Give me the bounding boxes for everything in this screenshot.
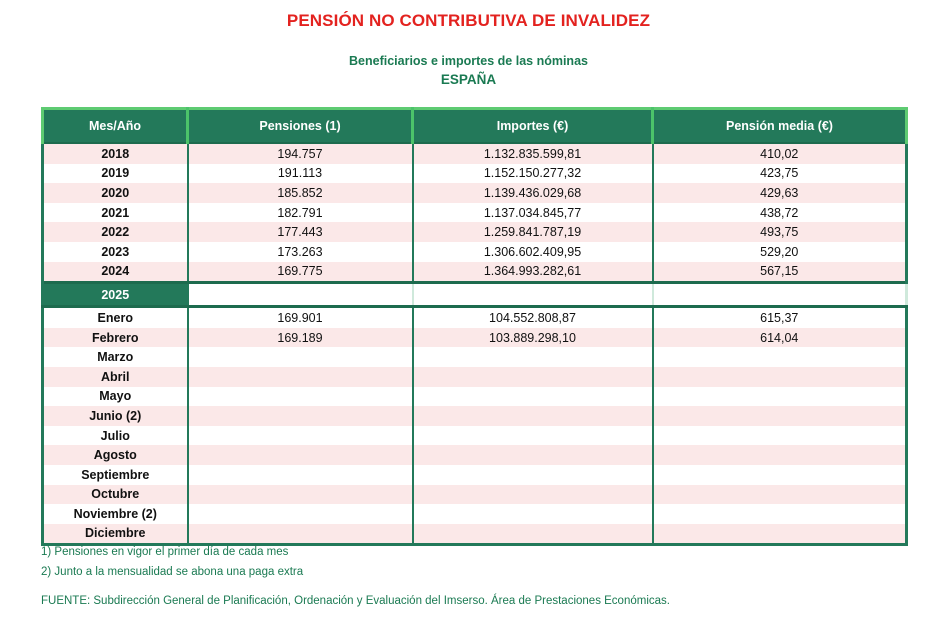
cell-pension-media: 438,72 [653,203,907,223]
row-label: Mayo [43,387,188,407]
cell-importes: 1.306.602.409,95 [413,242,653,262]
table-row [43,183,907,203]
source-line: FUENTE: Subdirección General de Planificación, Ordenación y Evaluación del Imserso. Área de Prestaciones Económicas. [41,595,670,607]
page-country-label: ESPAÑA [440,72,497,87]
column-header-pension-media: Pensión media (€) [653,109,907,144]
page-subtitle: Beneficiarios e importes de las nóminas [349,54,588,68]
cell-pension-media: 423,75 [653,164,907,184]
cell-pensiones: 194.757 [188,143,413,164]
table-row [43,164,907,184]
cell-pensiones: 169.189 [188,328,413,348]
row-label: Noviembre (2) [43,504,188,524]
cell-pensiones [188,387,413,407]
cell-pension-media: 614,04 [653,328,907,348]
row-label: Febrero [43,328,188,348]
row-label: Enero [43,307,188,328]
row-label: 2024 [43,262,188,283]
table-row [43,406,907,426]
table-row [43,242,907,262]
row-label: Marzo [43,347,188,367]
table-row [43,387,907,407]
cell-importes [413,445,653,465]
section-blank-cell [188,283,413,307]
cell-importes: 104.552.808,87 [413,307,653,328]
row-label: 2019 [43,164,188,184]
section-label: 2025 [43,283,188,307]
pension-table [41,107,908,546]
cell-importes: 103.889.298,10 [413,328,653,348]
cell-pension-media: 567,15 [653,262,907,283]
footnote-1: 1) Pensiones en vigor el primer día de cada mes [41,546,289,558]
cell-importes [413,387,653,407]
table-row [43,143,907,164]
cell-importes [413,485,653,505]
column-header-mes-ano: Mes/Año [43,109,188,144]
cell-pensiones: 185.852 [188,183,413,203]
table-row [43,465,907,485]
table-row [43,445,907,465]
cell-pensiones: 169.775 [188,262,413,283]
table-body [43,143,907,545]
table-row [43,367,907,387]
footnotes [41,542,901,582]
cell-importes: 1.139.436.029,68 [413,183,653,203]
cell-pensiones: 177.443 [188,222,413,242]
cell-pensiones [188,426,413,446]
table-row [43,262,907,283]
cell-pension-media [653,387,907,407]
cell-pension-media [653,406,907,426]
cell-pensiones [188,504,413,524]
cell-importes: 1.152.150.277,32 [413,164,653,184]
cell-pensiones: 169.901 [188,307,413,328]
row-label: 2022 [43,222,188,242]
table-row [43,222,907,242]
table-row [43,328,907,348]
footnote-2: 2) Junto a la mensualidad se abona una paga extra [41,566,304,578]
row-label: Abril [43,367,188,387]
cell-pension-media [653,485,907,505]
cell-importes: 1.364.993.282,61 [413,262,653,283]
cell-pensiones: 182.791 [188,203,413,223]
cell-pension-media [653,465,907,485]
row-label: 2023 [43,242,188,262]
cell-pensiones [188,347,413,367]
row-label: Diciembre [43,524,188,545]
cell-pension-media: 615,37 [653,307,907,328]
cell-pensiones [188,485,413,505]
table-row [43,203,907,223]
table-row [43,426,907,446]
cell-pension-media [653,504,907,524]
cell-importes [413,426,653,446]
row-label: Octubre [43,485,188,505]
row-label: 2018 [43,143,188,164]
row-label: Septiembre [43,465,188,485]
pension-table-container [41,107,905,546]
row-label: Agosto [43,445,188,465]
column-header-pensiones: Pensiones (1) [188,109,413,144]
cell-importes: 1.132.835.599,81 [413,143,653,164]
cell-pensiones [188,445,413,465]
cell-importes [413,406,653,426]
table-row [43,307,907,328]
cell-importes [413,504,653,524]
cell-importes [413,347,653,367]
cell-pension-media: 529,20 [653,242,907,262]
cell-pension-media [653,367,907,387]
column-header-importes: Importes (€) [413,109,653,144]
table-row [43,504,907,524]
cell-pensiones: 191.113 [188,164,413,184]
table-header-row [43,109,907,144]
table-row [43,485,907,505]
cell-importes: 1.259.841.787,19 [413,222,653,242]
cell-pensiones [188,406,413,426]
cell-pensiones: 173.263 [188,242,413,262]
cell-pension-media [653,347,907,367]
table-row [43,347,907,367]
table-header [43,109,907,144]
cell-importes [413,465,653,485]
row-label: 2021 [43,203,188,223]
cell-pension-media: 493,75 [653,222,907,242]
row-label: Julio [43,426,188,446]
cell-pension-media [653,426,907,446]
table-section-row-2025 [43,283,907,307]
row-label: 2020 [43,183,188,203]
cell-pension-media [653,445,907,465]
section-blank-cell [653,283,907,307]
cell-importes: 1.137.034.845,77 [413,203,653,223]
cell-pension-media: 429,63 [653,183,907,203]
cell-pensiones [188,465,413,485]
page-title: PENSIÓN NO CONTRIBUTIVA DE INVALIDEZ [286,11,651,30]
cell-importes [413,367,653,387]
cell-pension-media: 410,02 [653,143,907,164]
cell-pensiones [188,367,413,387]
row-label: Junio (2) [43,406,188,426]
section-blank-cell [413,283,653,307]
